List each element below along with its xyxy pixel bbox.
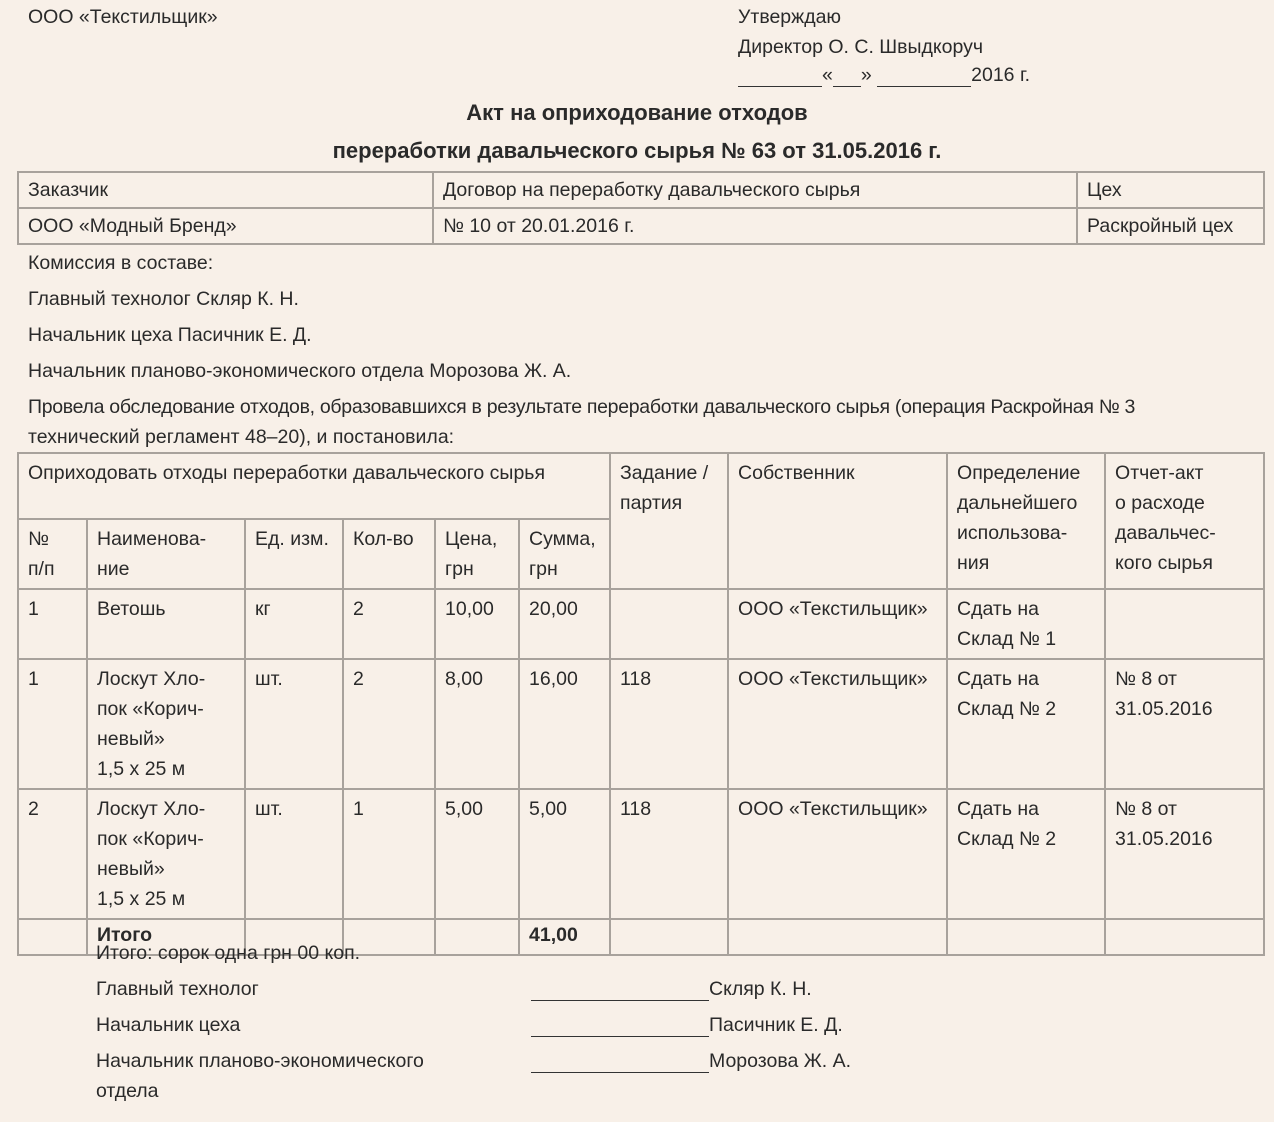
task-header: Задание / партия bbox=[610, 453, 728, 589]
contract-value: № 10 от 20.01.2016 г. bbox=[433, 208, 1077, 244]
cell-empty bbox=[435, 919, 519, 955]
name-header: Наименова- ние bbox=[87, 519, 245, 589]
cell-price: 5,00 bbox=[435, 789, 519, 919]
customer-value: ООО «Модный Бренд» bbox=[18, 208, 433, 244]
sum-header: Сумма, грн bbox=[519, 519, 610, 589]
signature-role: Начальник планово-экономического отдела bbox=[96, 1050, 424, 1102]
contract-header: Договор на переработку давальческого сырья bbox=[433, 172, 1077, 208]
cell-task: 118 bbox=[610, 659, 728, 789]
cell-sum: 20,00 bbox=[519, 589, 610, 659]
total-in-words: Итого: сорок одна грн 00 коп. bbox=[96, 942, 361, 964]
cell-unit: кг bbox=[245, 589, 343, 659]
cell-owner: ООО «Текстильщик» bbox=[728, 789, 947, 919]
price-header: Цена, грн bbox=[435, 519, 519, 589]
signature-name: Скляр К. Н. bbox=[709, 978, 812, 1000]
signature-line bbox=[531, 978, 812, 1001]
contract-info-table bbox=[17, 171, 1265, 245]
table-row bbox=[18, 789, 1264, 919]
cell-name: Ветошь bbox=[87, 589, 245, 659]
info-value-row bbox=[18, 208, 1264, 244]
cell-empty bbox=[1105, 919, 1264, 955]
commission-member: Главный технолог Скляр К. Н. bbox=[28, 288, 299, 310]
commission-member: Начальник планово-экономического отдела Морозова Ж. А. bbox=[28, 360, 572, 382]
document-title-line2: переработки давальческого сырья № 63 от 31.05.2016 г. bbox=[332, 138, 942, 163]
signature-role: Главный технолог bbox=[96, 978, 259, 1000]
cell-usage: Сдать на Склад № 2 bbox=[947, 789, 1105, 919]
workshop-header: Цех bbox=[1077, 172, 1264, 208]
cell-owner: ООО «Текстильщик» bbox=[728, 659, 947, 789]
signature-role: Начальник цеха bbox=[96, 1014, 241, 1036]
approval-date bbox=[738, 64, 1030, 87]
customer-header: Заказчик bbox=[18, 172, 433, 208]
cell-num: 2 bbox=[18, 789, 87, 919]
director-name: Директор О. С. Швыдкоруч bbox=[738, 36, 984, 58]
group-header-row bbox=[18, 453, 1264, 519]
date-year: 2016 г. bbox=[971, 64, 1031, 86]
cell-report: № 8 от 31.05.2016 bbox=[1105, 789, 1264, 919]
cell-empty bbox=[610, 919, 728, 955]
cell-qty: 2 bbox=[343, 659, 435, 789]
cell-qty: 2 bbox=[343, 589, 435, 659]
statement-line2: технический регламент 48–20), и постановила: bbox=[28, 426, 455, 448]
signature-name: Пасичник Е. Д. bbox=[709, 1014, 843, 1036]
cell-qty: 1 bbox=[343, 789, 435, 919]
cell-unit: шт. bbox=[245, 659, 343, 789]
cell-task: 118 bbox=[610, 789, 728, 919]
quote-close: » bbox=[860, 64, 872, 86]
month-blank bbox=[877, 64, 971, 87]
table-row bbox=[18, 659, 1264, 789]
commission-intro: Комиссия в составе: bbox=[28, 252, 214, 274]
cell-num: 1 bbox=[18, 589, 87, 659]
usage-header: Определение дальнейшего использова- ния bbox=[947, 453, 1105, 589]
cell-task bbox=[610, 589, 728, 659]
company-name: ООО «Текстильщик» bbox=[28, 6, 218, 28]
cell-price: 8,00 bbox=[435, 659, 519, 789]
cell-usage: Сдать на Склад № 1 bbox=[947, 589, 1105, 659]
quote-open: « bbox=[822, 64, 833, 86]
cell-num: 1 bbox=[18, 659, 87, 789]
cell-name: Лоскут Хло- пок «Корич- невый» 1,5 х 25 м bbox=[87, 789, 245, 919]
cell-report bbox=[1105, 589, 1264, 659]
group-header: Оприходовать отходы переработки давальческого сырья bbox=[18, 453, 610, 519]
day-blank-2 bbox=[833, 64, 861, 87]
cell-sum: 5,00 bbox=[519, 789, 610, 919]
unit-header: Ед. изм. bbox=[245, 519, 343, 589]
cell-empty bbox=[18, 919, 87, 955]
statement-line1: Провела обследование отходов, образовавшихся в результате переработки давальческого сырья (операция Раскройная № 3 bbox=[28, 396, 1135, 418]
signature-name: Морозова Ж. А. bbox=[709, 1050, 852, 1072]
signature-line bbox=[531, 1014, 843, 1037]
cell-empty bbox=[728, 919, 947, 955]
info-header-row bbox=[18, 172, 1264, 208]
cell-price: 10,00 bbox=[435, 589, 519, 659]
cell-report: № 8 от 31.05.2016 bbox=[1105, 659, 1264, 789]
document-title-line1: Акт на оприходование отходов bbox=[466, 100, 808, 125]
cell-sum: 16,00 bbox=[519, 659, 610, 789]
day-blank bbox=[738, 64, 822, 87]
signature-line bbox=[531, 1050, 851, 1073]
owner-header: Собственник bbox=[728, 453, 947, 589]
approve-label: Утверждаю bbox=[738, 6, 842, 28]
report-header: Отчет-акт о расходе давальчес- кого сырья bbox=[1105, 453, 1264, 589]
waste-table bbox=[17, 452, 1265, 956]
qty-header: Кол-во bbox=[343, 519, 435, 589]
total-label: Итого bbox=[87, 919, 245, 955]
cell-usage: Сдать на Склад № 2 bbox=[947, 659, 1105, 789]
commission-member: Начальник цеха Пасичник Е. Д. bbox=[28, 324, 312, 346]
table-row bbox=[18, 589, 1264, 659]
cell-name: Лоскут Хло- пок «Корич- невый» 1,5 х 25 м bbox=[87, 659, 245, 789]
cell-owner: ООО «Текстильщик» bbox=[728, 589, 947, 659]
cell-empty bbox=[947, 919, 1105, 955]
workshop-value: Раскройный цех bbox=[1077, 208, 1264, 244]
total-sum: 41,00 bbox=[519, 919, 610, 955]
num-header: № п/п bbox=[18, 519, 87, 589]
cell-unit: шт. bbox=[245, 789, 343, 919]
